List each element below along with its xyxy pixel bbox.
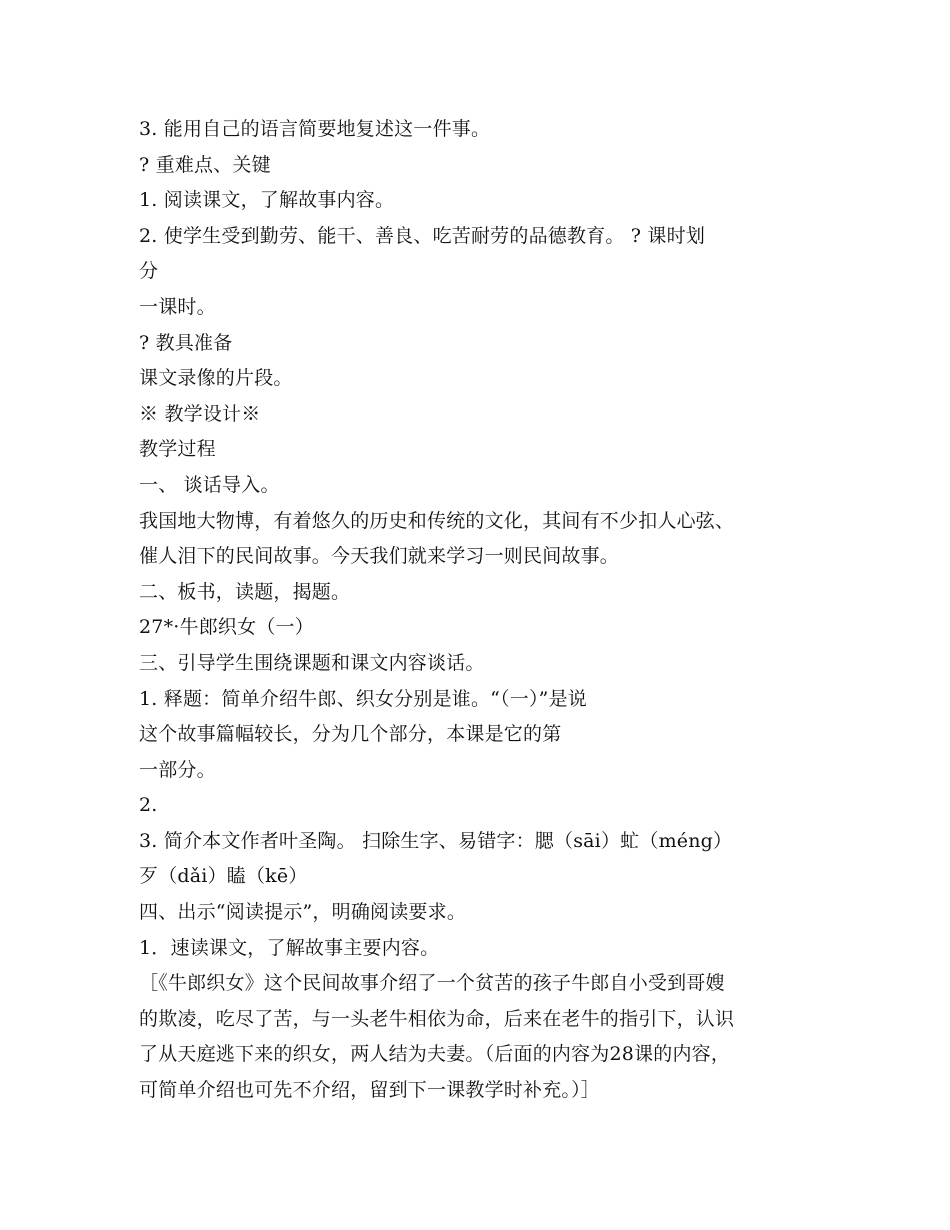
text-line: 一课时。 [139, 295, 216, 318]
section-heading: ※ 教学设计※ [139, 402, 261, 425]
text-line: 2. [139, 794, 158, 817]
text-line: 课文录像的片段。 [139, 367, 293, 390]
section-heading: ? 重难点、关键 [139, 153, 271, 176]
document-body [139, 112, 839, 1109]
text-line: 分 [139, 260, 159, 283]
text-line: 催人泪下的民间故事。今天我们就来学习一则民间故事。 [139, 545, 620, 568]
text-line: 歹（dǎi）瞌（kē） [139, 865, 308, 888]
section-heading: 教学过程 [139, 438, 216, 461]
text-line: 这个故事篇幅较长，分为几个部分，本课是它的第 [139, 723, 562, 746]
text-line: ［《牛郎织女》这个民间故事介绍了一个贫苦的孩子牛郎自小受到哥嫂 [139, 972, 725, 995]
text-line: 一、 谈话导入。 [139, 473, 280, 496]
text-line: 1．速读课文，了解故事主要内容。 [139, 936, 440, 959]
text-line: 3. 简介本文作者叶圣陶。 扫除生字、易错字：腮（sāi）虻（méng） [139, 829, 733, 852]
text-line: 1. 阅读课文，了解故事内容。 [139, 189, 395, 212]
section-heading: ? 教具准备 [139, 331, 233, 354]
text-line: 四、出示“阅读提示”，明确阅读要求。 [139, 901, 467, 924]
text-line: 3. 能用自己的语言简要地复述这一件事。 [139, 118, 491, 140]
text-line: 2. 使学生受到勤劳、能干、善良、吃苦耐劳的品德教育。 ? 课时划 [139, 224, 706, 247]
text-line: 可简单介绍也可先不介绍，留到下一课教学时补充。）］ [139, 1079, 601, 1102]
text-line: 的欺凌，吃尽了苦，与一头老牛相依为命，后来在老牛的指引下，认识 [139, 1007, 735, 1030]
text-line: 1. 释题：简单介绍牛郎、织女分别是谁。“（一）”是说 [139, 687, 587, 710]
lesson-title: 27*·牛郎织女（一） [139, 616, 314, 639]
text-line: 一部分。 [139, 758, 216, 781]
text-line: 二、板书，读题，揭题。 [139, 580, 351, 603]
text-line: 三、引导学生围绕课题和课文内容谈话。 [139, 651, 485, 674]
text-line: 我国地大物博，有着悠久的历史和传统的文化，其间有不少扣人心弦、 [139, 509, 735, 532]
text-line: 了从天庭逃下来的织女，两人结为夫妻。（后面的内容为28课的内容， [139, 1043, 731, 1066]
